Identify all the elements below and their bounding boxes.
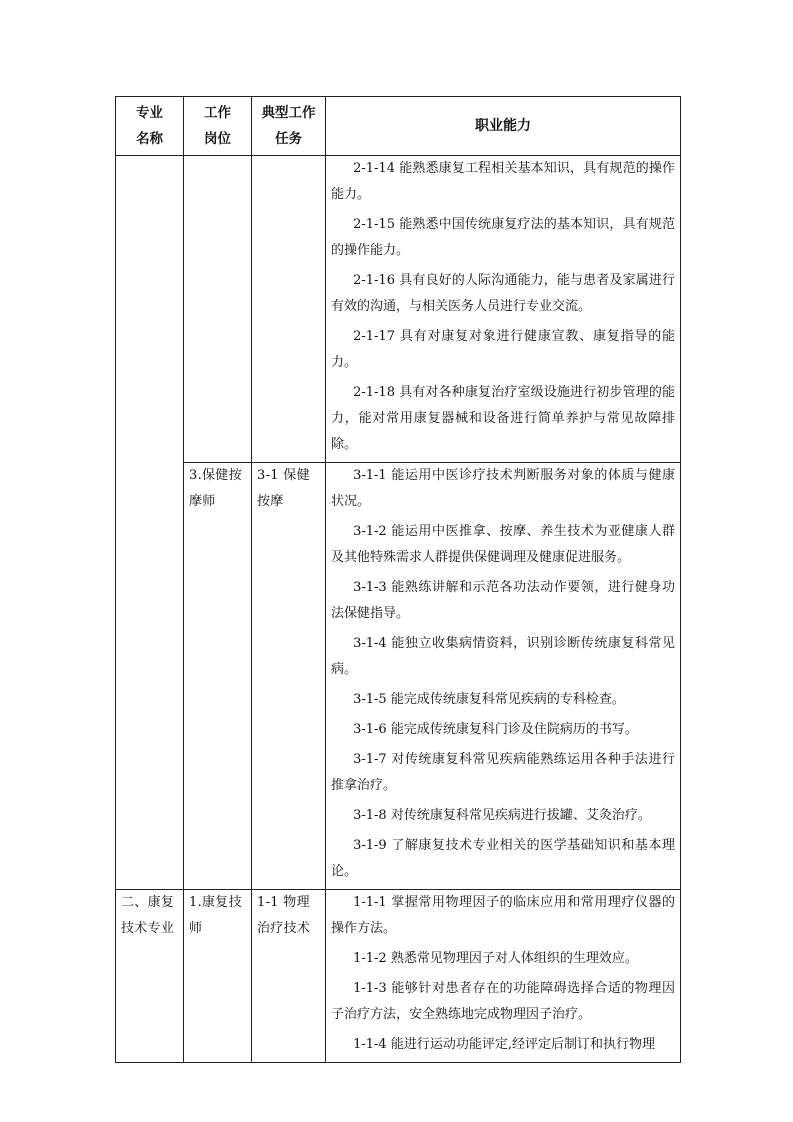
header-vocational-ability: 职业能力: [326, 97, 681, 156]
ability-item: 3-1-2 能运用中医推拿、按摩、养生技术为亚健康人群及其他特殊需求人群提供保健调理及健康促进服务。: [331, 524, 675, 565]
ability-item: 3-1-1 能运用中医诊疗技术判断服务对象的体质与健康状况。: [331, 468, 675, 509]
table-row: [116, 156, 681, 463]
header-typical-task: 典型工作 任务: [252, 97, 326, 156]
ability-item: 2-1-17 具有对康复对象进行健康宣教、康复指导的能力。: [331, 329, 675, 370]
ability-item: 1-1-4 能进行运动功能评定,经评定后制订和执行物理: [353, 1037, 655, 1052]
table-row: [116, 890, 681, 1063]
ability-item: 3-1-6 能完成传统康复科门诊及住院病历的书写。: [353, 722, 638, 737]
ability-cell: [326, 463, 681, 890]
ability-item: 3-1-8 对传统康复科常见疾病进行拔罐、艾灸治疗。: [353, 808, 651, 823]
ability-item: 3-1-5 能完成传统康复科常见疾病的专科检查。: [353, 692, 625, 707]
job-post-cell: 1.康复技师: [184, 890, 252, 1063]
major-name-cell: 二、康复技术专业: [116, 890, 184, 1063]
ability-item: 2-1-18 具有对各种康复治疗室级设施进行初步管理的能力，能对常用康复器械和设备进行简单养护与常见故障排除。: [331, 385, 675, 452]
header-major-name: 专业 名称: [116, 97, 184, 156]
ability-item: 2-1-16 具有良好的人际沟通能力，能与患者及家属进行有效的沟通，与相关医务人员进行专业交流。: [331, 273, 675, 314]
ability-item: 3-1-4 能独立收集病情资料，识别诊断传统康复科常见病。: [331, 636, 675, 677]
ability-item: 3-1-3 能熟练讲解和示范各功法动作要领，进行健身功法保健指导。: [331, 580, 675, 621]
ability-item: 1-1-1 掌握常用物理因子的临床应用和常用理疗仪器的操作方法。: [331, 895, 675, 936]
ability-item: 1-1-2 熟悉常见物理因子对人体组织的生理效应。: [353, 951, 638, 966]
ability-item: 1-1-3 能够针对患者存在的功能障碍选择合适的物理因子治疗方法，安全熟练地完成物理因子治疗。: [331, 981, 675, 1022]
typical-task-cell: 1-1 物理治疗技术: [252, 890, 326, 1063]
typical-task-cell: [252, 156, 326, 463]
ability-cell: [326, 156, 681, 463]
job-post-cell: [184, 156, 252, 463]
ability-item: 3-1-7 对传统康复科常见疾病能熟练运用各种手法进行推拿治疗。: [331, 752, 675, 793]
major-name-cell: [116, 156, 184, 890]
ability-item: 2-1-15 能熟悉中国传统康复疗法的基本知识，具有规范的操作能力。: [331, 217, 675, 258]
job-post-cell: 3.保健按摩师: [184, 463, 252, 890]
ability-item: 2-1-14 能熟悉康复工程相关基本知识，具有规范的操作能力。: [331, 161, 675, 202]
header-row: [116, 97, 681, 156]
header-job-post: 工作 岗位: [184, 97, 252, 156]
ability-item: 3-1-9 了解康复技术专业相关的医学基础知识和基本理论。: [331, 838, 675, 879]
ability-cell: [326, 890, 681, 1063]
typical-task-cell: 3-1 保健按摩: [252, 463, 326, 890]
table-row: [116, 463, 681, 890]
occupational-ability-table: [115, 96, 681, 1063]
